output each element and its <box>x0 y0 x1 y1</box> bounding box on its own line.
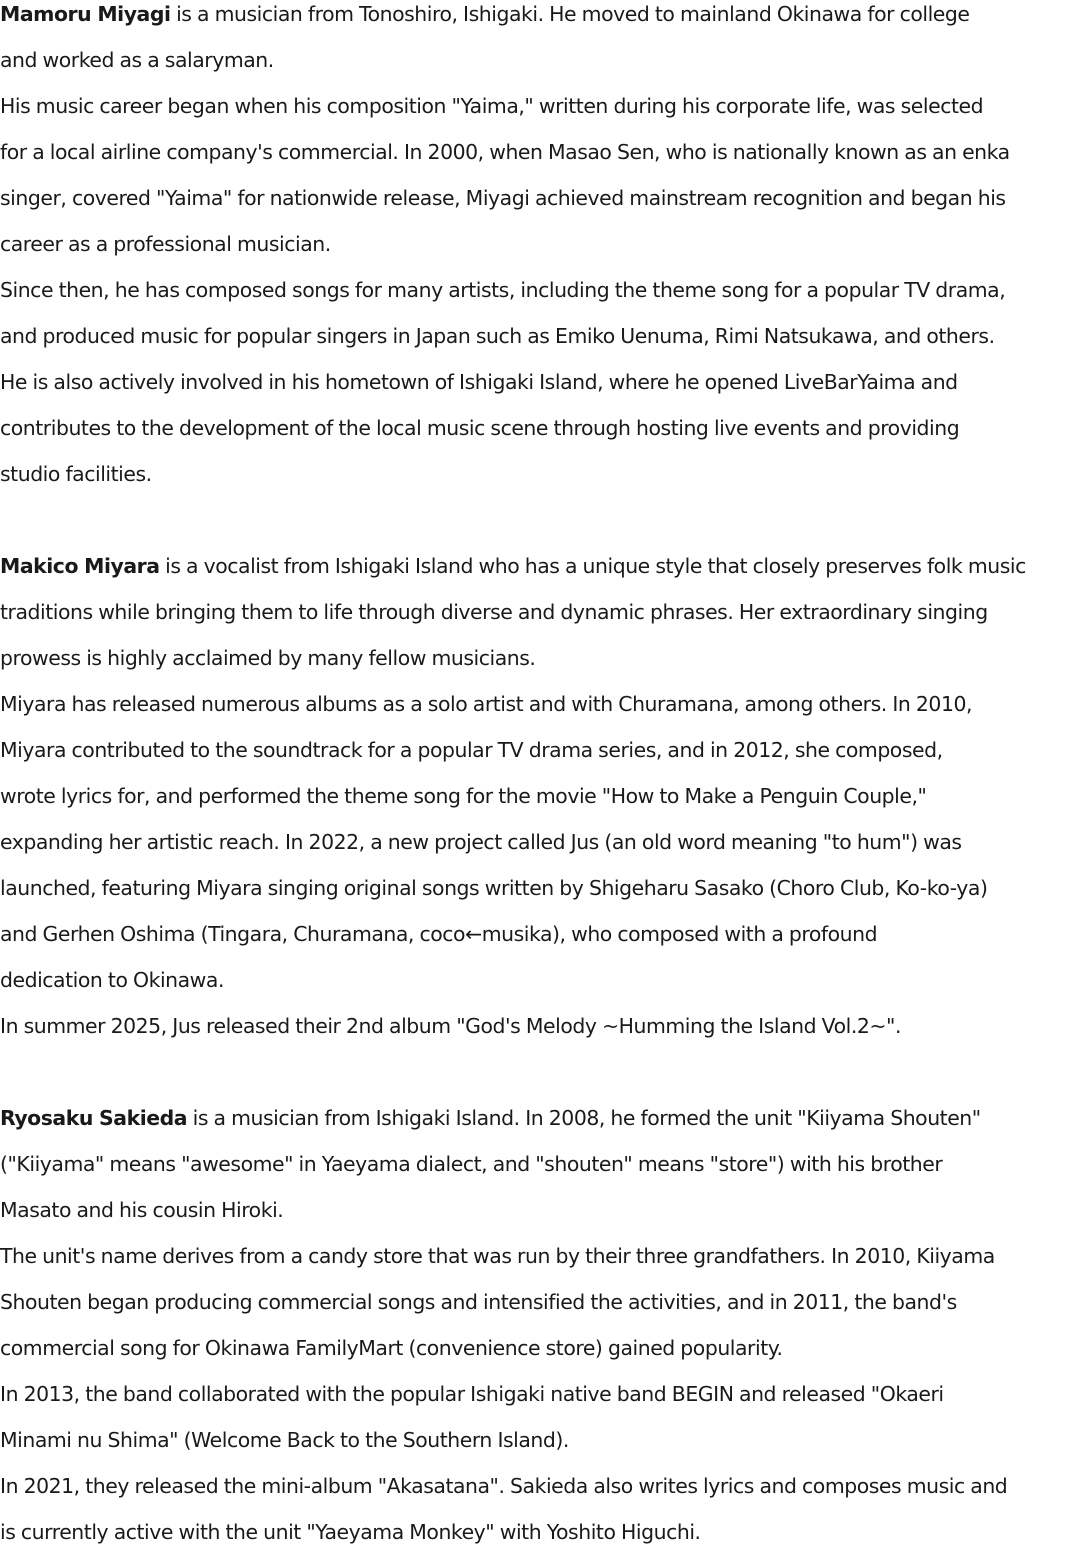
bio-line: expanding her artistic reach. In 2022, a new project called Jus (an old word meaning "to hum") was <box>0 830 962 854</box>
bio-line: dedication to Okinawa. <box>0 968 224 992</box>
bio-mamoru-miyagi <box>0 0 1080 497</box>
bio-line: Masato and his cousin Hiroki. <box>0 1198 284 1222</box>
bio-line: In 2013, the band collaborated with the popular Ishigaki native band BEGIN and released "Okaeri <box>0 1382 944 1406</box>
bio-line: and Gerhen Oshima (Tingara, Churamana, coco←musika), who composed with a profound <box>0 922 878 946</box>
artist-name: Makico Miyara <box>0 554 160 578</box>
bio-line: studio facilities. <box>0 462 152 486</box>
bio-line: His music career began when his composition "Yaima," written during his corporate life, was selected <box>0 94 984 118</box>
bio-line: launched, featuring Miyara singing original songs written by Shigeharu Sasako (Choro Club, Ko-ko-ya) <box>0 876 988 900</box>
bio-line: Mamoru Miyagi is a musician from Tonoshiro, Ishigaki. He moved to mainland Okinawa for college <box>0 2 970 26</box>
bio-line: Miyara has released numerous albums as a solo artist and with Churamana, among others. In 2010, <box>0 692 973 716</box>
bio-line: Minami nu Shima" (Welcome Back to the Southern Island). <box>0 1428 569 1452</box>
bio-line: traditions while bringing them to life through diverse and dynamic phrases. Her extraordinary singing <box>0 600 988 624</box>
bio-line: Ryosaku Sakieda is a musician from Ishigaki Island. In 2008, he formed the unit "Kiiyama Shouten" <box>0 1106 981 1130</box>
bio-line: Shouten began producing commercial songs and intensified the activities, and in 2011, the band's <box>0 1290 957 1314</box>
bio-line: Miyara contributed to the soundtrack for a popular TV drama series, and in 2012, she composed, <box>0 738 943 762</box>
bio-line: The unit's name derives from a candy store that was run by their three grandfathers. In 2010, Kiiyama <box>0 1244 995 1268</box>
bio-line: career as a professional musician. <box>0 232 331 256</box>
bio-makico-miyara <box>0 543 1080 1049</box>
bio-line: ("Kiiyama" means "awesome" in Yaeyama dialect, and "shouten" means "store") with his brother <box>0 1152 943 1176</box>
bio-line: prowess is highly acclaimed by many fellow musicians. <box>0 646 536 670</box>
bio-line: singer, covered "Yaima" for nationwide release, Miyagi achieved mainstream recognition and began his <box>0 186 1006 210</box>
bio-line: Makico Miyara is a vocalist from Ishigaki Island who has a unique style that closely preserves folk music <box>0 554 1026 578</box>
bio-line: contributes to the development of the local music scene through hosting live events and providing <box>0 416 960 440</box>
bio-line: is currently active with the unit "Yaeyama Monkey" with Yoshito Higuchi. <box>0 1520 701 1544</box>
bio-line: In 2021, they released the mini-album "Akasatana". Sakieda also writes lyrics and composes music and <box>0 1474 1008 1498</box>
artist-name: Ryosaku Sakieda <box>0 1106 188 1130</box>
bio-line: for a local airline company's commercial. In 2000, when Masao Sen, who is nationally known as an enka <box>0 140 1010 164</box>
bio-line: commercial song for Okinawa FamilyMart (convenience store) gained popularity. <box>0 1336 783 1360</box>
bio-line: and produced music for popular singers in Japan such as Emiko Uenuma, Rimi Natsukawa, and others. <box>0 324 995 348</box>
bio-line: In summer 2025, Jus released their 2nd album "God's Melody ~Humming the Island Vol.2~". <box>0 1014 901 1038</box>
bio-ryosaku-sakieda <box>0 1095 1080 1555</box>
bio-line: and worked as a salaryman. <box>0 48 274 72</box>
bio-line: wrote lyrics for, and performed the theme song for the movie "How to Make a Penguin Couple," <box>0 784 927 808</box>
artist-name: Mamoru Miyagi <box>0 2 171 26</box>
bio-line: He is also actively involved in his hometown of Ishigaki Island, where he opened LiveBarYaima and <box>0 370 958 394</box>
bio-line: Since then, he has composed songs for many artists, including the theme song for a popular TV drama, <box>0 278 1006 302</box>
